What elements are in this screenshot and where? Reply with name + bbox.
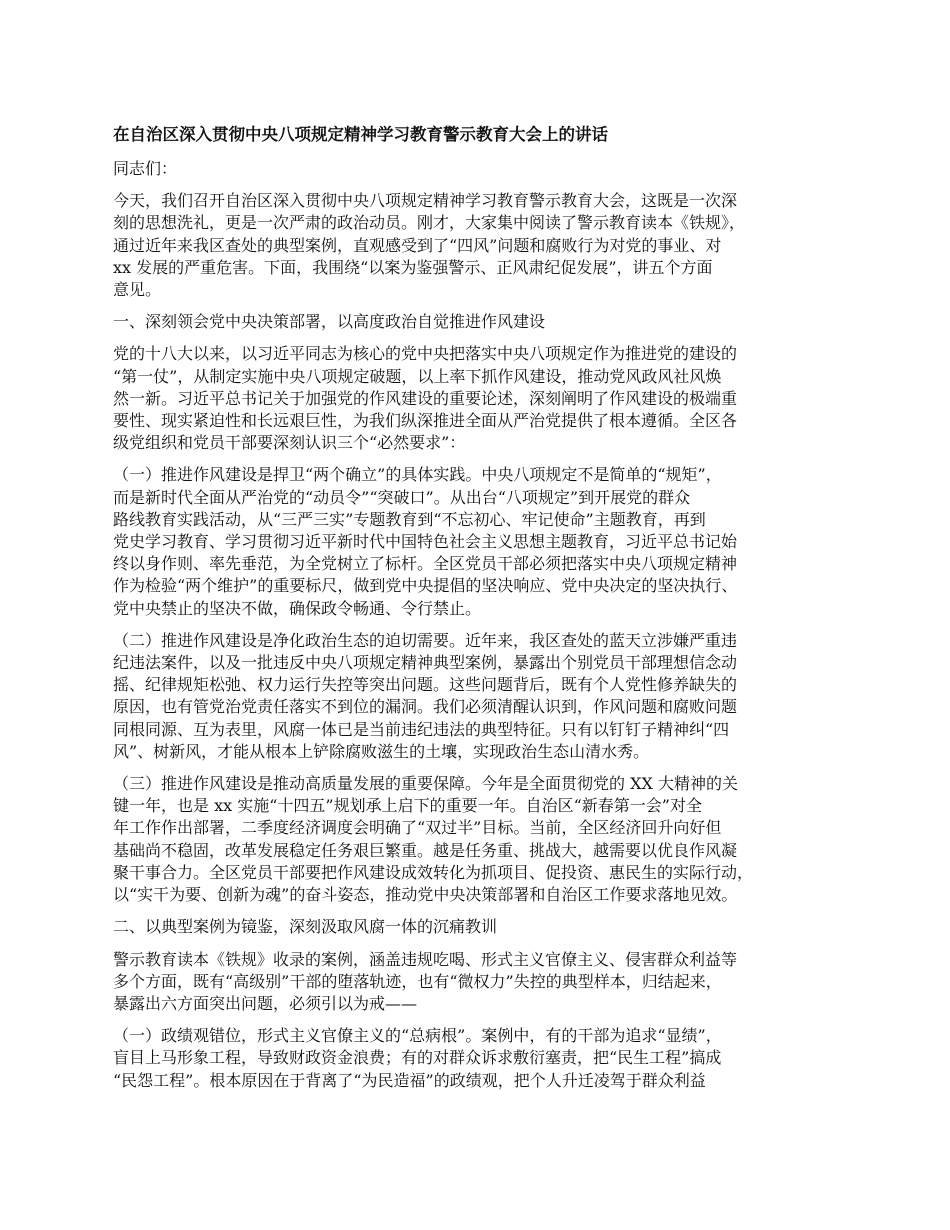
text-line: 聚干事合力。全区党员干部要把作风建设成效转化为抓项目、促投资、惠民生的实际行动， [113,862,754,882]
document-body [113,158,853,1092]
text-line: 终以身作则、率先垂范，为全党树立了标杆。全区党员干部必须把落实中央八项规定精神 [113,554,738,574]
text-line: 级党组织和党员干部要深刻认识三个“必然要求”： [113,433,466,453]
text-line: 基础尚不稳固，改革发展稳定任务艰巨繁重。越是任务重、挑战大，越需要以优良作风凝 [113,840,738,860]
text-line: 一、深刻领会党中央决策部署，以高度政治自觉推进作风建设 [113,312,546,332]
text-line: 风”、树新风，才能从根本上铲除腐败滋生的土壤，实现政治生态山清水秀。 [113,741,650,761]
text-line: 党的十八大以来，以习近平同志为核心的党中央把落实中央八项规定作为推进党的建设的 [113,344,738,364]
paragraph [113,949,853,1016]
paragraph [113,1025,853,1092]
paragraph [113,630,853,763]
paragraph [113,343,853,454]
text-line: （三）推进作风建设是推动高质量发展的重要保障。今年是全面贯彻党的 XX 大精神的关 [113,774,738,794]
paragraph [113,464,853,619]
text-line: 而是新时代全面从严治党的“动员令”“突破口”。从出台“八项规定”到开展党的群众 [113,487,691,507]
text-line: 盲目上马形象工程，导致财政资金浪费；有的对群众诉求敷衍塞责，把“民生工程”搞成 [113,1048,722,1068]
text-line: 党史学习教育、学习贯彻习近平新时代中国特色社会主义思想主题教育，习近平总书记始 [113,532,738,552]
text-line: 然一新。习近平总书记关于加强党的作风建设的重要论述，深刻阐明了作风建设的极端重 [113,388,738,408]
text-line: 意见。 [113,280,162,300]
paragraph [113,311,853,333]
document-page [113,122,853,1102]
text-line: 路线教育实践活动，从“三严三实”专题教育到“不忘初心、牢记使命”主题教育，再到 [113,509,706,529]
text-line: 年工作作出部署，二季度经济调度会明确了“双过半”目标。当前，全区经济回升向好但 [113,818,722,838]
text-line: xx 发展的严重危害。下面，我围绕“以案为鉴强警示、正风肃纪促发展”，讲五个方面 [113,257,713,277]
text-line: 同根同源、互为表里，风腐一体已是当前违纪违法的典型特征。只有以钉钉子精神纠“四 [113,719,730,739]
paragraph [113,158,853,180]
text-line: （一）推进作风建设是捍卫“两个确立”的具体实践。中央八项规定不是简单的“规矩”， [113,465,722,485]
paragraph [113,190,853,301]
text-line: “第一仗”，从制定实施中央八项规定破题，以上率下抓作风建设，推动党风政风社风焕 [113,366,722,386]
document-title: 在自治区深入贯彻中央八项规定精神学习教育警示教育大会上的讲话 [113,125,608,144]
text-line: 刻的思想洗礼，更是一次严肃的政治动员。刚才，大家集中阅读了警示教育读本《铁规》， [113,213,746,233]
text-line: 二、以典型案例为镜鉴，深刻汲取风腐一体的沉痛教训 [113,917,498,937]
text-line: 警示教育读本《铁规》收录的案例，涵盖违规吃喝、形式主义官僚主义、侵害群众利益等 [113,949,738,969]
text-line: 原因，也有管党治党责任落实不到位的漏洞。我们必须清醒认识到，作风问题和腐败问题 [113,697,738,717]
text-line: 纪违法案件，以及一批违反中央八项规定精神典型案例，暴露出个别党员干部理想信念动 [113,653,738,673]
text-line: 要性、现实紧迫性和长远艰巨性，为我们纵深推进全面从严治党提供了根本遵循。全区各 [113,411,738,431]
paragraph [113,773,853,906]
text-line: 以“实干为要、创新为魂”的奋斗姿态，推动党中央决策部署和自治区工作要求落地见效。 [113,885,738,905]
text-line: 今天，我们召开自治区深入贯彻中央八项规定精神学习教育警示教育大会，这既是一次深 [113,191,738,211]
text-line: （一）政绩观错位，形式主义官僚主义的“总病根”。案例中，有的干部为追求“显绩”， [113,1026,722,1046]
text-line: “民怨工程”。根本原因在于背离了“为民造福”的政绩观，把个人升迁凌驾于群众利益 [113,1070,706,1090]
text-line: 通过近年来我区查处的典型案例，直观感受到了“四风”问题和腐败行为对党的事业、对 [113,235,722,255]
text-line: 作为检验“两个维护”的重要标尺，做到党中央提倡的坚决响应、党中央决定的坚决执行、 [113,576,738,596]
paragraph [113,916,853,938]
text-line: 暴露出六方面突出问题，必须引以为戒—— [113,993,418,1013]
text-line: 同志们： [113,159,178,178]
text-line: 多个方面，既有“高级别”干部的堕落轨迹，也有“微权力”失控的典型样本，归结起来， [113,971,722,991]
text-line: 党中央禁止的坚决不做，确保政令畅通、令行禁止。 [113,598,482,618]
text-line: 键一年，也是 xx 实施“十四五”规划承上启下的重要一年。自治区“新春第一会”对全 [113,796,702,816]
text-line: 摇、纪律规矩松弛、权力运行失控等突出问题。这些问题背后，既有个人党性修养缺失的 [113,675,738,695]
text-line: （二）推进作风建设是净化政治生态的迫切需要。近年来，我区查处的蓝天立涉嫌严重违 [113,630,738,650]
